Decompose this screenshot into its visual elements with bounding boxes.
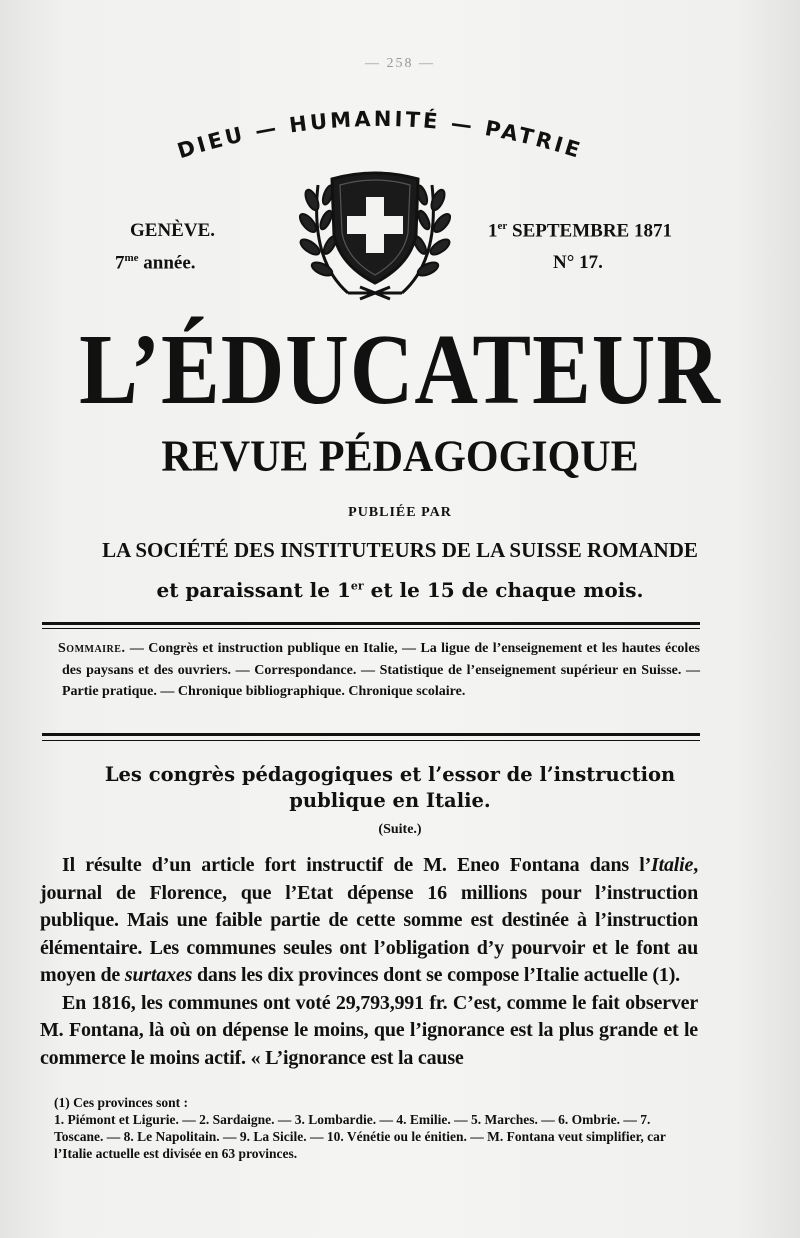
table-of-contents [58,638,700,703]
header-year: $7^{me}$ année. [115,252,196,274]
footnote-text: 1. Piémont et Ligurie. — 2. Sardaigne. — 3. Lombardie. — 4. Emilie. — 5. Marches. — 6. Ombrie. — 7. Toscane. — 8. Le Napolitain. — 9. La Sicile. — 10. Vénétie ou le énitien. — M. Fontana veut simplifier, car l’Italie actuelle est divisée en 63 provinces. [54,1112,666,1161]
header-date: 1er SEPTEMBRE 1871 [488,220,672,242]
article-body [40,852,698,1072]
article-paragraph: Il résulte d’un article fort instructif de M. Eneo Fontana dans l’Italie, journal de Florence, que l’Etat dépense 16 millions pour l’instruction publique. Mais une faible partie de cette somme est destinée à l’instruction élémentaire. Les communes seules ont l’obligation d’y pourvoir et le font au moyen de surtaxes dans les dix provinces dont se compose l’Italie actuelle (1). [40,854,698,986]
divider-bottom-thick [42,733,700,736]
article-continued: (Suite.) [378,822,422,837]
article-paragraph: En 1816, les communes ont voté 29,793,991 fr. C’est, comme le fait observer M. Fontana, là où on dépense le moins, que l’ignorance est la plus grande et le commerce le moins actif. « L’ignorance est la cause [40,991,698,1069]
page-number: — 258 — [365,56,435,71]
sommaire-label: Sommaire. [58,641,126,656]
published-by: PUBLIÉE PAR [348,505,452,520]
sommaire-text: — Congrès et instruction publique en Italie, — La ligue de l’enseignement et les hautes écoles des paysans et des ouvriers. — Correspondance. — Statistique de l’enseignement supérieur en Suisse. — Partie pratique. — Chronique bibliographique. Chronique scolaire. [62,641,700,699]
masthead-title: L’ÉDUCATEUR [79,314,721,426]
publication-frequency: et paraissant le 1er et le 15 de chaque mois. [156,578,644,602]
svg-text:DIEU — HUMANITÉ — PATRIE [175,107,586,163]
divider-top-thick [42,622,700,625]
masthead-subtitle: REVUE PÉDAGOGIQUE [161,432,639,482]
motto-text: DIEU — HUMANITÉ — PATRIE [174,106,586,164]
swiss-crest-logo [290,165,460,305]
society-name: LA SOCIÉTÉ DES INSTITUTEURS DE LA SUISSE ROMANDE [102,538,698,562]
footnote [40,1094,700,1162]
header-city: GENÈVE. [130,220,215,241]
divider-bottom-thin [42,740,700,741]
motto-arc [130,96,630,176]
article-title: Les congrès pédagogiques et l’essor de l’instruction publique en Italie. [104,763,676,812]
divider-top-thin [42,628,700,629]
header-issue-number: N° 17. [553,252,603,273]
footnote-heading: (1) Ces provinces sont : [54,1095,188,1110]
